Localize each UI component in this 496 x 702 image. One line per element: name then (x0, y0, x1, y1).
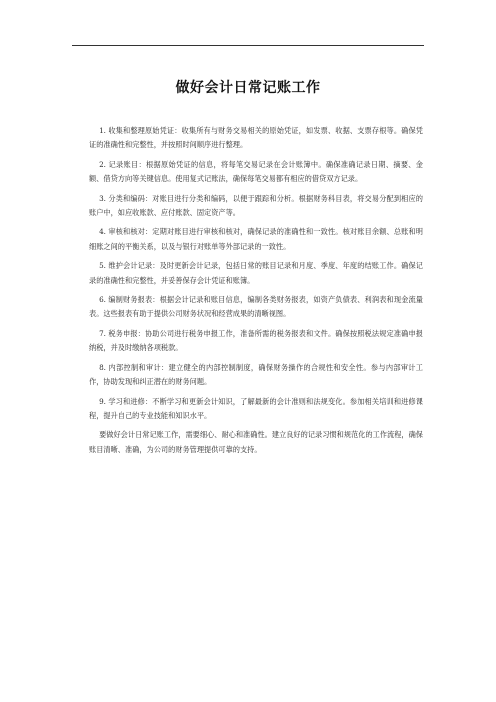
paragraph-2: 2. 记录账目：根据原始凭证的信息，将每笔交易记录在会计账簿中。确保准确记录日期、摘要、金额、借贷方向等关键信息。使用复式记账法，确保每笔交易都有相应的借贷双方记录。 (89, 159, 423, 184)
paragraph-7: 7. 税务申报：协助公司进行税务申报工作，准备所需的税务报表和文件。确保按照税法规定准确申报纳税，并及时缴纳各项税款。 (89, 328, 423, 353)
header-rule (72, 45, 424, 46)
paragraph-6: 6. 编制财务报表：根据会计记录和账目信息，编制各类财务报表，如资产负债表、利润表和现金流量表。这些报表有助于提供公司财务状况和经营成果的清晰视图。 (89, 295, 423, 319)
paragraph-conclusion: 要做好会计日常记账工作，需要细心、耐心和准确性。建立良好的记录习惯和规范化的工作流程，确保账目清晰、准确，为公司的财务管理提供可靠的支持。 (89, 430, 423, 454)
document-body (89, 124, 423, 462)
paragraph-5: 5. 维护会计记录：及时更新会计记录，包括日常的账目记录和月度、季度、年度的结账工作。确保记录的准确性和完整性，并妥善保存会计凭证和账簿。 (89, 261, 423, 285)
paragraph-4: 4. 审核和核对：定期对账目进行审核和核对，确保记录的准确性和一致性。核对账目余额、总账和明细账之间的平衡关系，以及与银行对账单等外部记录的一致性。 (89, 227, 423, 251)
document-title: 做好会计日常记账工作 (175, 80, 321, 96)
paragraph-9: 9. 学习和进修：不断学习和更新会计知识，了解最新的会计准则和法规变化。参加相关培训和进修课程，提升自己的专业技能和知识水平。 (89, 396, 423, 420)
paragraph-1: 1. 收集和整理原始凭证：收集所有与财务交易相关的原始凭证，如发票、收据、支票存根等。确保凭证的准确性和完整性，并按照时间顺序进行整理。 (89, 126, 423, 150)
paragraph-3: 3. 分类和编码：对账目进行分类和编码，以便于跟踪和分析。根据财务科目表，将交易分配到相应的账户中，如应收账款、应付账款、固定资产等。 (89, 193, 423, 218)
paragraph-8: 8. 内部控制和审计：建立健全的内部控制制度，确保财务操作的合规性和安全性。参与内部审计工作，协助发现和纠正潜在的财务问题。 (89, 362, 423, 387)
